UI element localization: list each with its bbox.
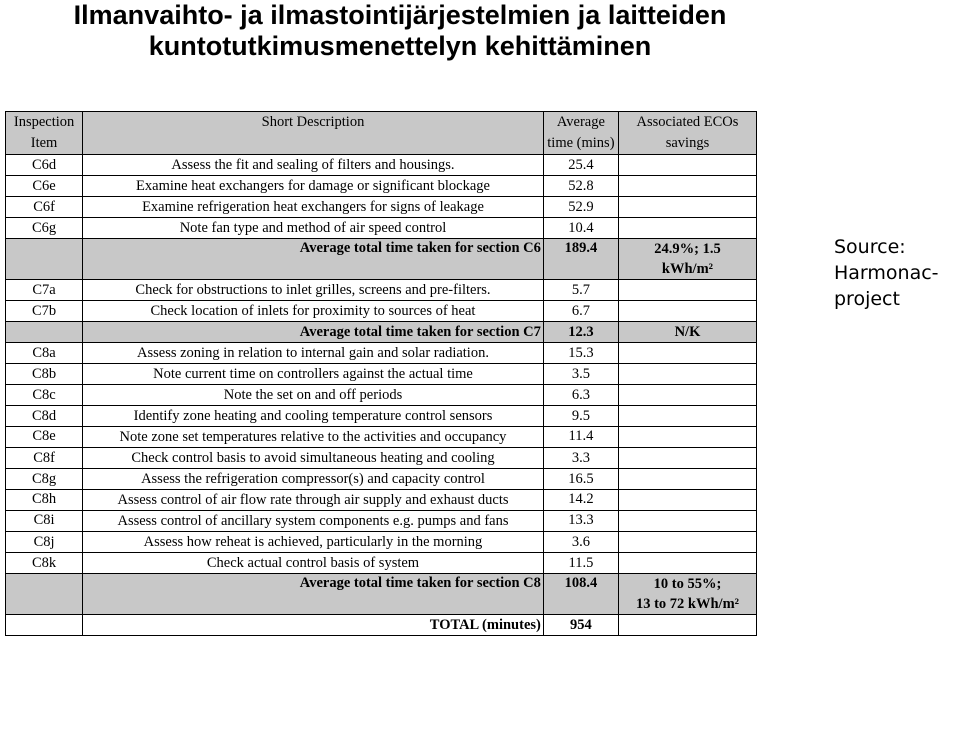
total-row: [6, 615, 757, 636]
cell-description: Note zone set temperatures relative to the activities and occupancy: [83, 427, 544, 448]
summary-label: Average total time taken for section C6: [83, 239, 544, 280]
cell-eco: [618, 385, 756, 406]
cell-time: 52.8: [543, 176, 618, 197]
cell-item: C8j: [6, 532, 83, 553]
cell-item: C7a: [6, 280, 83, 301]
header-description: Short Description: [83, 112, 544, 155]
source-line-1: Source:: [834, 236, 906, 258]
cell-description: Examine heat exchangers for damage or significant blockage: [83, 176, 544, 197]
cell-eco: [618, 176, 756, 197]
title-line-2: kuntotutkimusmenettelyn kehittäminen: [148, 31, 652, 61]
cell-time: 9.5: [543, 406, 618, 427]
source-line-2: Harmonac-: [834, 262, 939, 284]
cell-eco: [618, 448, 756, 469]
total-label: TOTAL (minutes): [83, 615, 544, 636]
cell-eco: [618, 427, 756, 448]
cell-item: C8f: [6, 448, 83, 469]
summary-eco-line-1: 10 to 55%;: [653, 576, 722, 592]
total-eco: [618, 615, 756, 636]
table-row: [6, 301, 757, 322]
cell-item: C6f: [6, 197, 83, 218]
header-ecos: Associated ECOs savings: [618, 112, 756, 155]
cell-time: 14.2: [543, 490, 618, 511]
summary-row-c7: [6, 322, 757, 343]
header-item: Inspection Item: [6, 112, 83, 155]
cell-description: Assess control of ancillary system components e.g. pumps and fans: [83, 511, 544, 532]
summary-eco-line-2: kWh/m²: [661, 261, 714, 277]
table-row: [6, 343, 757, 364]
summary-row-c6: [6, 239, 757, 280]
table-row: [6, 469, 757, 490]
cell-description: Assess the refrigeration compressor(s) and capacity control: [83, 469, 544, 490]
source-note: [834, 234, 959, 312]
cell-item: C6g: [6, 218, 83, 239]
cell-eco: [618, 155, 756, 176]
cell-time: 6.3: [543, 385, 618, 406]
summary-eco: [618, 574, 756, 615]
cell-eco: [618, 280, 756, 301]
summary-eco: N/K: [618, 322, 756, 343]
title-line-1: Ilmanvaihto- ja ilmastointijärjestelmien ja laitteiden: [73, 0, 727, 30]
page-title: [0, 0, 800, 62]
cell-item: C8k: [6, 553, 83, 574]
table-row: [6, 280, 757, 301]
cell-time: 15.3: [543, 343, 618, 364]
cell-time: 25.4: [543, 155, 618, 176]
table-row: [6, 427, 757, 448]
cell-item: C8g: [6, 469, 83, 490]
summary-time: 108.4: [543, 574, 618, 615]
summary-eco-line-2: 13 to 72 kWh/m²: [635, 596, 739, 612]
table-row: [6, 490, 757, 511]
summary-label: Average total time taken for section C7: [83, 322, 544, 343]
cell-time: 10.4: [543, 218, 618, 239]
summary-spacer: [6, 322, 83, 343]
cell-item: C8i: [6, 511, 83, 532]
summary-row-c8: [6, 574, 757, 615]
summary-eco-line-1: 24.9%; 1.5: [654, 241, 721, 257]
cell-eco: [618, 364, 756, 385]
summary-spacer: [6, 574, 83, 615]
cell-time: 3.5: [543, 364, 618, 385]
cell-eco: [618, 343, 756, 364]
summary-label: Average total time taken for section C8: [83, 574, 544, 615]
cell-item: C6e: [6, 176, 83, 197]
cell-eco: [618, 532, 756, 553]
cell-item: C7b: [6, 301, 83, 322]
cell-eco: [618, 511, 756, 532]
cell-time: 11.4: [543, 427, 618, 448]
cell-eco: [618, 301, 756, 322]
cell-time: 6.7: [543, 301, 618, 322]
table-row: [6, 155, 757, 176]
cell-description: Note the set on and off periods: [83, 385, 544, 406]
cell-item: C8e: [6, 427, 83, 448]
cell-description: Note current time on controllers against the actual time: [83, 364, 544, 385]
summary-eco: [618, 239, 756, 280]
table-row: [6, 406, 757, 427]
cell-time: 16.5: [543, 469, 618, 490]
cell-description: Check control basis to avoid simultaneous heating and cooling: [83, 448, 544, 469]
table-row: [6, 197, 757, 218]
total-spacer: [6, 615, 83, 636]
cell-description: Check location of inlets for proximity to sources of heat: [83, 301, 544, 322]
cell-time: 3.6: [543, 532, 618, 553]
cell-item: C8a: [6, 343, 83, 364]
cell-eco: [618, 490, 756, 511]
cell-item: C8h: [6, 490, 83, 511]
inspection-table: [5, 111, 757, 636]
cell-description: Check for obstructions to inlet grilles, screens and pre-filters.: [83, 280, 544, 301]
cell-time: 11.5: [543, 553, 618, 574]
cell-eco: [618, 218, 756, 239]
cell-description: Identify zone heating and cooling temperature control sensors: [83, 406, 544, 427]
cell-item: C8b: [6, 364, 83, 385]
summary-spacer: [6, 239, 83, 280]
cell-item: C8d: [6, 406, 83, 427]
summary-time: 12.3: [543, 322, 618, 343]
cell-description: Assess the fit and sealing of filters and housings.: [83, 155, 544, 176]
cell-description: Note fan type and method of air speed control: [83, 218, 544, 239]
cell-eco: [618, 553, 756, 574]
header-time: Average time (mins): [543, 112, 618, 155]
cell-eco: [618, 406, 756, 427]
table-row: [6, 364, 757, 385]
total-time: 954: [543, 615, 618, 636]
cell-eco: [618, 469, 756, 490]
table-header-row: [6, 112, 757, 155]
cell-item: C6d: [6, 155, 83, 176]
source-line-3: project: [834, 288, 900, 310]
cell-time: 52.9: [543, 197, 618, 218]
cell-item: C8c: [6, 385, 83, 406]
table-row: [6, 176, 757, 197]
cell-description: Assess control of air flow rate through air supply and exhaust ducts: [83, 490, 544, 511]
cell-description: Check actual control basis of system: [83, 553, 544, 574]
cell-time: 3.3: [543, 448, 618, 469]
table-row: [6, 218, 757, 239]
cell-eco: [618, 197, 756, 218]
cell-description: Assess zoning in relation to internal gain and solar radiation.: [83, 343, 544, 364]
table-row: [6, 385, 757, 406]
table-row: [6, 532, 757, 553]
cell-time: 5.7: [543, 280, 618, 301]
table-row: [6, 553, 757, 574]
cell-description: Assess how reheat is achieved, particularly in the morning: [83, 532, 544, 553]
table-row: [6, 511, 757, 532]
table-row: [6, 448, 757, 469]
cell-description: Examine refrigeration heat exchangers for signs of leakage: [83, 197, 544, 218]
cell-time: 13.3: [543, 511, 618, 532]
summary-time: 189.4: [543, 239, 618, 280]
